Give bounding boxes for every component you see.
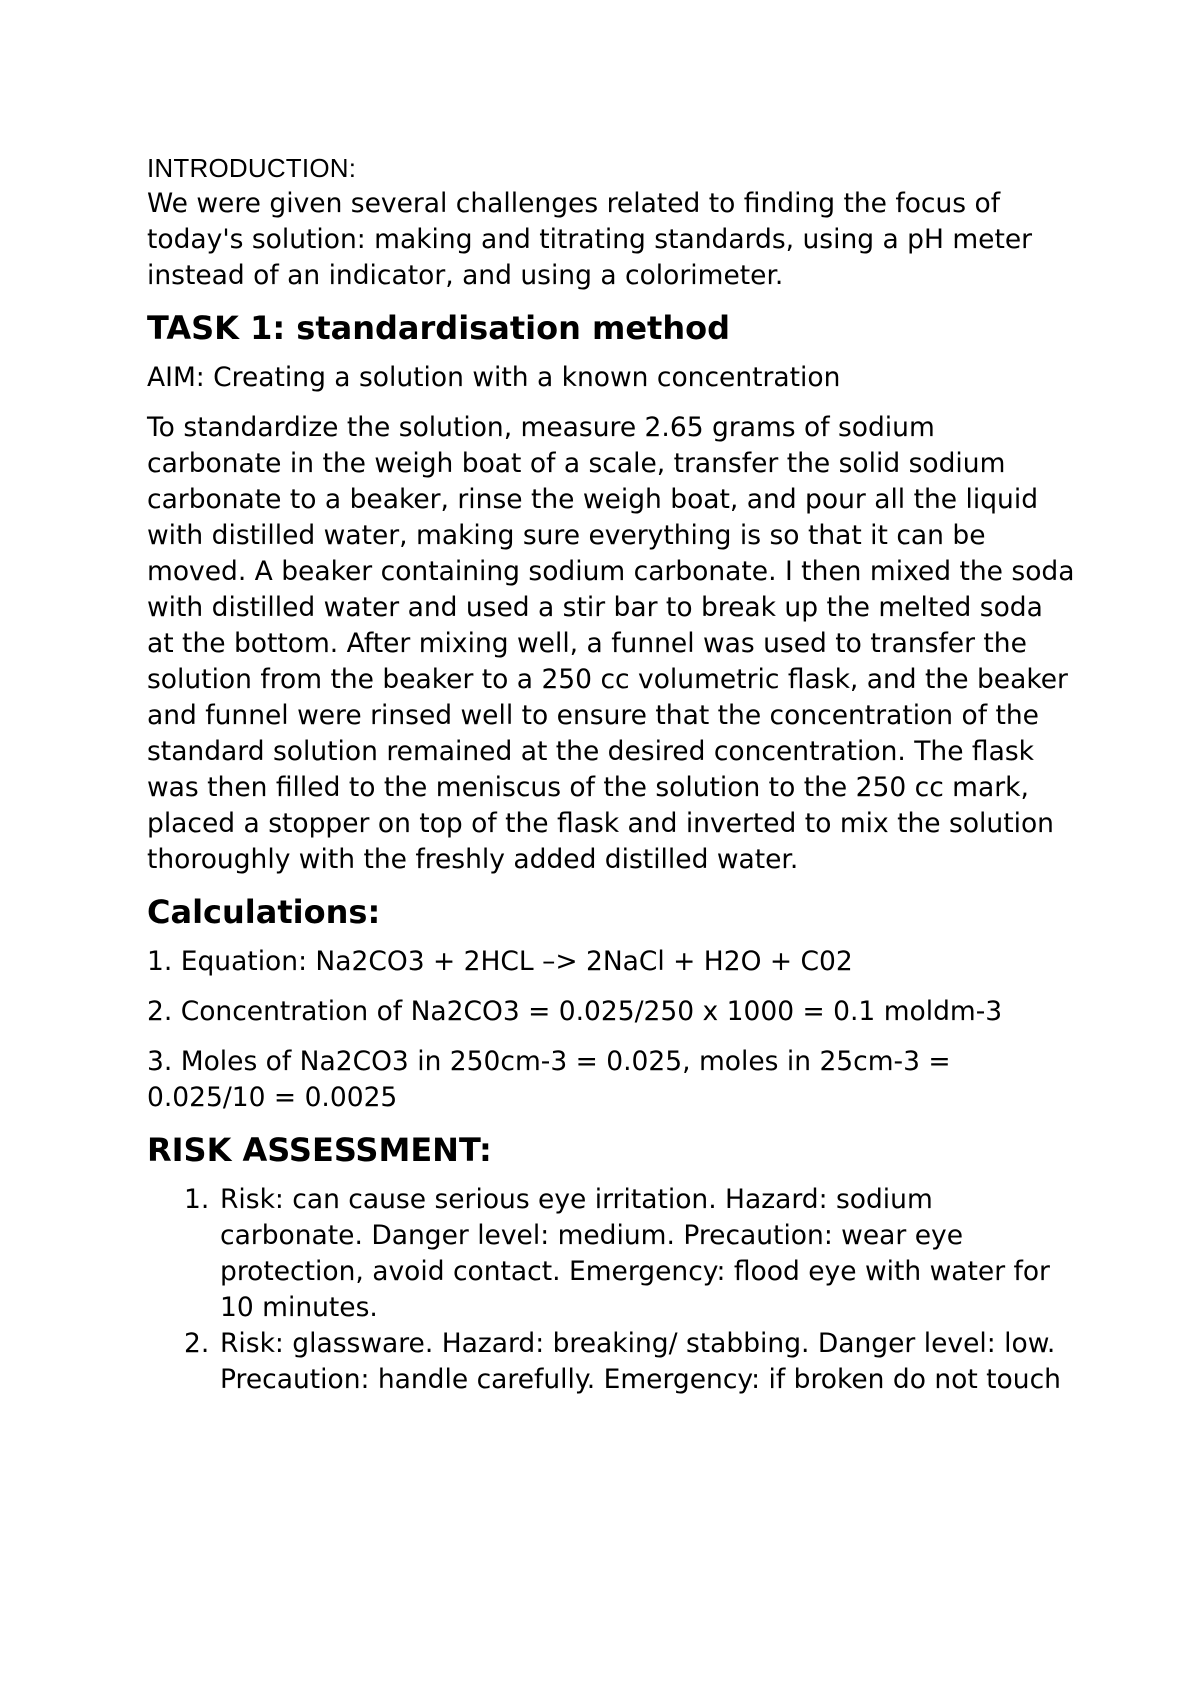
introduction-text: We were given several challenges related to finding the focus of today's solution: making and titrating standards, using a pH meter instead of an indicator, and using a colorimeter. — [147, 188, 1033, 291]
calculation-item: 2. Concentration of Na2CO3 = 0.025/250 x 1000 = 0.1 moldm-3 — [147, 996, 1003, 1027]
risk-assessment-heading: RISK ASSESSMENT: — [147, 1131, 492, 1169]
task1-method: To standardize the solution, measure 2.65 grams of sodium carbonate in the weigh boat of a scale, transfer the solid sodium carbonate to a beaker, rinse the weigh boat, and pour all the liquid with distilled water, making sure everything is so that it can be moved. A beaker containing sodium carbonate. I then mixed the soda with distilled water and used a stir bar to break up the melted soda at the bottom. After mixing well, a funnel was used to transfer the solution from the beaker to a 250 cc volumetric flask, and the beaker and funnel were rinsed well to ensure that the concentration of the standard solution remained at the desired concentration. The flask was then filled to the meniscus of the solution to the 250 cc mark, placed a stopper on top of the flask and inverted to mix the solution thoroughly with the freshly added distilled water. — [147, 412, 1075, 875]
calculation-item: 3. Moles of Na2CO3 in 250cm-3 = 0.025, moles in 25cm-3 = 0.025/10 = 0.0025 — [147, 1046, 951, 1113]
risk-item-number: 2. — [184, 1328, 210, 1359]
document-body — [147, 150, 1077, 1398]
calculation-item: 1. Equation: Na2CO3 + 2HCL –> 2NaCl + H2O + C02 — [147, 946, 853, 977]
introduction-label: INTRODUCTION: — [147, 153, 357, 183]
risk-item — [147, 1182, 1077, 1326]
calculations-heading: Calculations: — [147, 893, 381, 931]
task1-heading: TASK 1: standardisation method — [147, 309, 730, 347]
risk-list — [147, 1182, 1077, 1398]
risk-item-text: Risk: glassware. Hazard: breaking/ stabbing. Danger level: low. Precaution: handle carefully. Emergency: if broken do not touch — [220, 1328, 1061, 1395]
risk-item-text: Risk: can cause serious eye irritation. Hazard: sodium carbonate. Danger level: medium. Precaution: wear eye protection, avoid contact. Emergency: flood eye with water for 10 minutes. — [220, 1184, 1050, 1323]
risk-item — [147, 1326, 1077, 1398]
risk-item-number: 1. — [184, 1184, 210, 1215]
task1-aim: AIM: Creating a solution with a known concentration — [147, 362, 841, 393]
